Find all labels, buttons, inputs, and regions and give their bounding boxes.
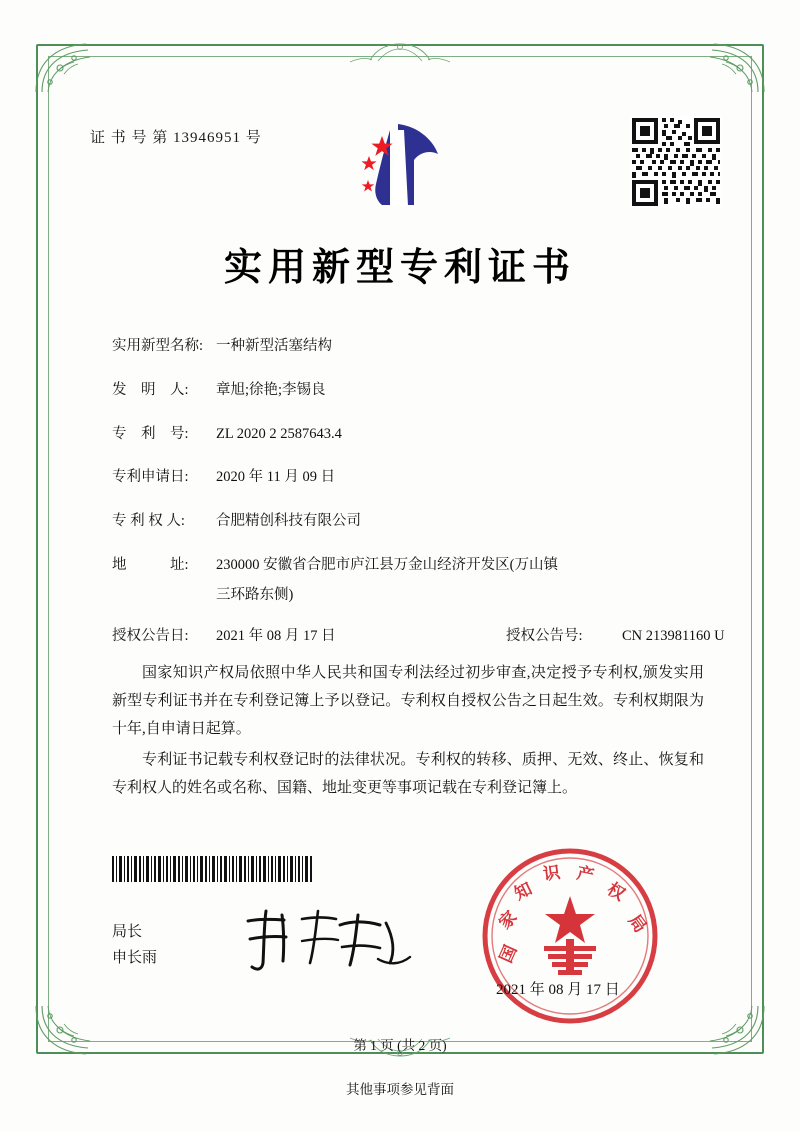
- value-inventor: 章旭;徐艳;李锡良: [216, 381, 326, 398]
- field-row-application-date: [112, 467, 700, 489]
- label-patent-number: 专 利 号:: [112, 425, 189, 442]
- label-grant-number: 授权公告号:: [506, 627, 583, 644]
- field-row-utility-model-name: [112, 336, 700, 358]
- label-application-date: 专利申请日:: [112, 469, 189, 486]
- legal-text: [112, 660, 704, 807]
- label-utility-model-name: 实用新型名称:: [112, 338, 204, 354]
- signature-block: [112, 920, 157, 971]
- value-utility-model-name: 一种新型活塞结构: [216, 338, 332, 354]
- label-inventor: 发 明 人:: [112, 381, 189, 398]
- svg-text:产: 产: [574, 863, 596, 887]
- handwritten-signature-icon: [240, 905, 420, 975]
- svg-text:家: 家: [495, 907, 522, 934]
- label-grant-date: 授权公告日:: [112, 627, 189, 644]
- field-row-address: [112, 555, 700, 577]
- signature-role: 局长: [112, 924, 143, 940]
- field-row-patent-number: [112, 424, 700, 446]
- svg-text:国: 国: [496, 942, 522, 967]
- seal-date: 2021 年 08 月 17 日: [496, 982, 620, 998]
- svg-text:局: 局: [623, 911, 651, 937]
- value-grant-date: 2021 年 08 月 17 日: [216, 627, 336, 644]
- certificate-number: 证 书 号 第 13946951 号: [90, 130, 262, 146]
- svg-text:知: 知: [511, 879, 536, 905]
- svg-text:识: 识: [541, 862, 562, 885]
- value-address: 230000 安徽省合肥市庐江县万金山经济开发区(万山镇: [216, 556, 558, 573]
- official-seal: [480, 846, 660, 1026]
- field-row-inventor: [112, 380, 700, 402]
- svg-text:权: 权: [603, 879, 629, 906]
- field-row-grant-announcement: [112, 626, 725, 648]
- page-number: 第 1 页 (共 2 页): [353, 1038, 447, 1053]
- field-list: [112, 336, 725, 669]
- value-grant-number: CN 213981160 U: [622, 627, 725, 644]
- barcode: [112, 856, 312, 882]
- label-address: 地 址:: [112, 556, 189, 573]
- field-row-patentee: [112, 511, 700, 533]
- qr-code-icon: [630, 116, 722, 208]
- page-title: 实用新型专利证书: [223, 244, 576, 289]
- cnipa-logo-icon: [346, 110, 456, 215]
- footer-note: 其他事项参见背面: [346, 1082, 454, 1097]
- value-patentee: 合肥精创科技有限公司: [216, 513, 361, 529]
- value-application-date: 2020 年 11 月 09 日: [216, 469, 336, 486]
- signature-name: 申长雨: [112, 949, 158, 966]
- label-patentee: 专 利 权 人:: [112, 513, 185, 529]
- paragraph-1: 国家知识产权局依照中华人民共和国专利法经过初步审查,决定授予专利权,颁发实用新型专利证书并在专利登记簿上予以登记。专利权自授权公告之日起生效。专利权期限为十年,自申请日起算。: [112, 665, 704, 737]
- value-address-line2: 三环路东侧): [216, 586, 294, 603]
- value-patent-number: ZL 2020 2 2587643.4: [216, 425, 342, 442]
- paragraph-2: 专利证书记载专利权登记时的法律状况。专利权的转移、质押、无效、终止、恢复和专利权人的姓名或名称、国籍、地址变更等事项记载在专利登记簿上。: [112, 752, 704, 796]
